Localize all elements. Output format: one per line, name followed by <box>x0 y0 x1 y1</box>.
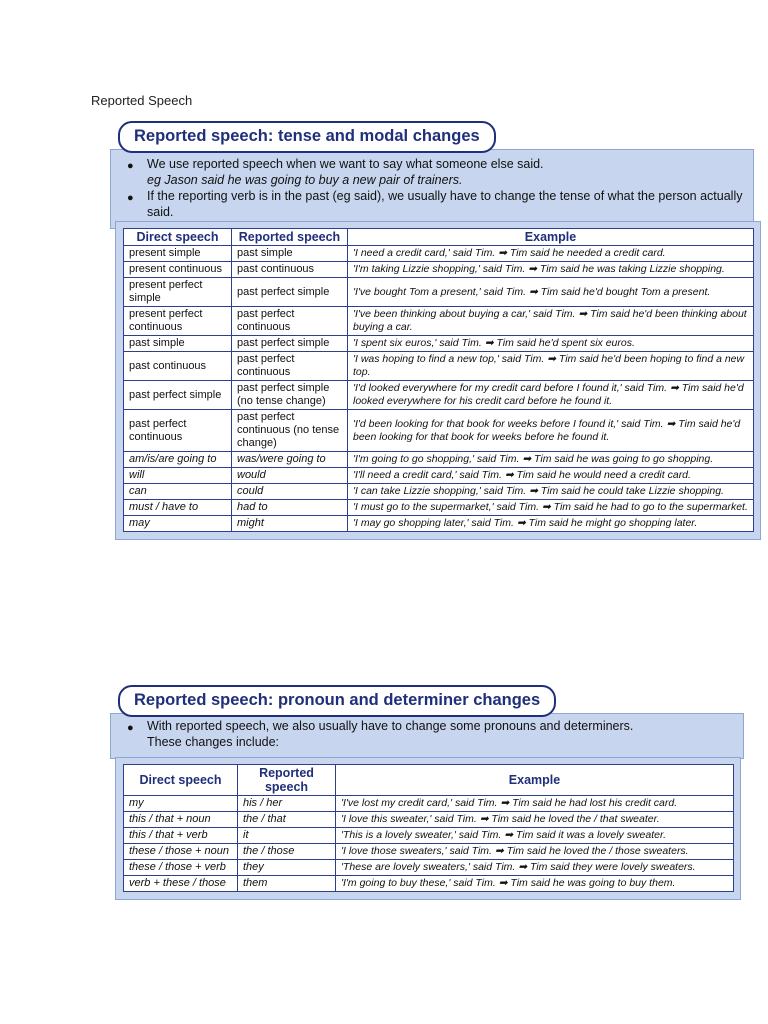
reported-speech-cell: might <box>232 516 348 532</box>
reported-speech-cell: past perfect simple <box>232 336 348 352</box>
section-heading: Reported speech: pronoun and determiner changes <box>118 685 556 717</box>
example-cell: 'I've lost my credit card,' said Tim. ➡ Tim said he had lost his credit card. <box>336 796 734 812</box>
example-cell: 'I'm going to buy these,' said Tim. ➡ Tim said he was going to buy them. <box>336 876 734 892</box>
table-wrapper <box>115 221 761 540</box>
column-header: Reported speech <box>238 765 336 796</box>
column-header: Example <box>348 229 754 246</box>
example-cell: 'I've bought Tom a present,' said Tim. ➡ Tim said he'd bought Tom a present. <box>348 278 754 307</box>
document-title: Reported Speech <box>91 93 193 108</box>
reported-speech-cell: would <box>232 468 348 484</box>
reported-speech-cell: it <box>238 828 336 844</box>
bullet-item: ● With reported speech, we also usually have to change some pronouns and determiners. These changes include: <box>127 719 634 749</box>
bullet-icon: ● <box>127 192 134 204</box>
direct-speech-cell: present perfect continuous <box>124 307 232 336</box>
table-row <box>124 860 734 876</box>
table-wrapper <box>115 757 741 900</box>
reported-speech-cell: past perfect continuous <box>232 352 348 381</box>
direct-speech-cell: may <box>124 516 232 532</box>
direct-speech-cell: verb + these / those <box>124 876 238 892</box>
table-row <box>124 500 754 516</box>
reported-speech-cell: past perfect continuous (no tense change) <box>232 410 348 452</box>
pronoun-determiner-section <box>110 685 755 920</box>
example-cell: 'I'll need a credit card,' said Tim. ➡ Tim said he would need a credit card. <box>348 468 754 484</box>
table-row <box>124 352 754 381</box>
example-cell: 'I must go to the supermarket,' said Tim. ➡ Tim said he had to go to the supermarket. <box>348 500 754 516</box>
reported-speech-cell: they <box>238 860 336 876</box>
example-cell: 'I'm taking Lizzie shopping,' said Tim. ➡ Tim said he was taking Lizzie shopping. <box>348 262 754 278</box>
table-row <box>124 484 754 500</box>
example-cell: 'I'd looked everywhere for my credit card before I found it,' said Tim. ➡ Tim said he'd looked everywhere for his credit card before he found it. <box>348 381 754 410</box>
section-heading: Reported speech: tense and modal changes <box>118 121 496 153</box>
reported-speech-cell: them <box>238 876 336 892</box>
direct-speech-cell: this / that + verb <box>124 828 238 844</box>
example-cell: 'I'd been looking for that book for weeks before I found it,' said Tim. ➡ Tim said he'd been looking for that book for weeks before he found it. <box>348 410 754 452</box>
example-cell: 'I was hoping to find a new top,' said Tim. ➡ Tim said he'd been hoping to find a new top. <box>348 352 754 381</box>
example-cell: 'I'm going to go shopping,' said Tim. ➡ Tim said he was going to go shopping. <box>348 452 754 468</box>
direct-speech-cell: present continuous <box>124 262 232 278</box>
reported-speech-cell: had to <box>232 500 348 516</box>
reported-speech-cell: past perfect continuous <box>232 307 348 336</box>
tense-modal-section <box>110 121 755 656</box>
table-row <box>124 876 734 892</box>
direct-speech-cell: this / that + noun <box>124 812 238 828</box>
column-header: Example <box>336 765 734 796</box>
direct-speech-cell: present perfect simple <box>124 278 232 307</box>
example-cell: 'I spent six euros,' said Tim. ➡ Tim said he'd spent six euros. <box>348 336 754 352</box>
direct-speech-cell: these / those + verb <box>124 860 238 876</box>
bullet-item: ● We use reported speech when we want to say what someone else said. eg Jason said he was going to buy a new pair of trainers. <box>127 157 544 187</box>
table-row <box>124 410 754 452</box>
intro-box <box>110 713 744 759</box>
table-row <box>124 844 734 860</box>
example-cell: 'I need a credit card,' said Tim. ➡ Tim said he needed a credit card. <box>348 246 754 262</box>
example-cell: 'I can take Lizzie shopping,' said Tim. ➡ Tim said he could take Lizzie shopping. <box>348 484 754 500</box>
reported-speech-cell: past continuous <box>232 262 348 278</box>
column-header: Direct speech <box>124 229 232 246</box>
table-row <box>124 796 734 812</box>
bullet-icon: ● <box>127 160 134 172</box>
reported-speech-cell: was/were going to <box>232 452 348 468</box>
reported-speech-cell: past perfect simple (no tense change) <box>232 381 348 410</box>
direct-speech-cell: past continuous <box>124 352 232 381</box>
direct-speech-cell: past perfect simple <box>124 381 232 410</box>
table-row <box>124 307 754 336</box>
table-row <box>124 246 754 262</box>
bullet-icon: ● <box>127 722 134 734</box>
table-row <box>124 278 754 307</box>
example-cell: 'This is a lovely sweater,' said Tim. ➡ Tim said it was a lovely sweater. <box>336 828 734 844</box>
direct-speech-cell: past simple <box>124 336 232 352</box>
table-row <box>124 828 734 844</box>
example-cell: 'I love those sweaters,' said Tim. ➡ Tim said he loved the / those sweaters. <box>336 844 734 860</box>
example-cell: 'These are lovely sweaters,' said Tim. ➡ Tim said they were lovely sweaters. <box>336 860 734 876</box>
direct-speech-cell: am/is/are going to <box>124 452 232 468</box>
reported-speech-cell: his / her <box>238 796 336 812</box>
direct-speech-cell: present simple <box>124 246 232 262</box>
pronoun-table <box>123 764 734 892</box>
table-row <box>124 516 754 532</box>
reported-speech-cell: the / those <box>238 844 336 860</box>
direct-speech-cell: can <box>124 484 232 500</box>
direct-speech-cell: past perfect continuous <box>124 410 232 452</box>
reported-speech-cell: past perfect simple <box>232 278 348 307</box>
table-row <box>124 468 754 484</box>
direct-speech-cell: will <box>124 468 232 484</box>
bullet-item: ● If the reporting verb is in the past (eg said), we usually have to change the tense of what the person actually said. <box>127 189 743 219</box>
reported-speech-cell: could <box>232 484 348 500</box>
intro-box <box>110 149 754 229</box>
reported-speech-cell: the / that <box>238 812 336 828</box>
table-row <box>124 336 754 352</box>
table-row <box>124 381 754 410</box>
direct-speech-cell: these / those + noun <box>124 844 238 860</box>
example-cell: 'I love this sweater,' said Tim. ➡ Tim said he loved the / that sweater. <box>336 812 734 828</box>
direct-speech-cell: must / have to <box>124 500 232 516</box>
table-row <box>124 262 754 278</box>
column-header: Reported speech <box>232 229 348 246</box>
reported-speech-cell: past simple <box>232 246 348 262</box>
example-cell: 'I've been thinking about buying a car,' said Tim. ➡ Tim said he'd been thinking about buying a car. <box>348 307 754 336</box>
table-row <box>124 452 754 468</box>
direct-speech-cell: my <box>124 796 238 812</box>
column-header: Direct speech <box>124 765 238 796</box>
tense-table <box>123 228 754 532</box>
example-cell: 'I may go shopping later,' said Tim. ➡ Tim said he might go shopping later. <box>348 516 754 532</box>
table-row <box>124 812 734 828</box>
